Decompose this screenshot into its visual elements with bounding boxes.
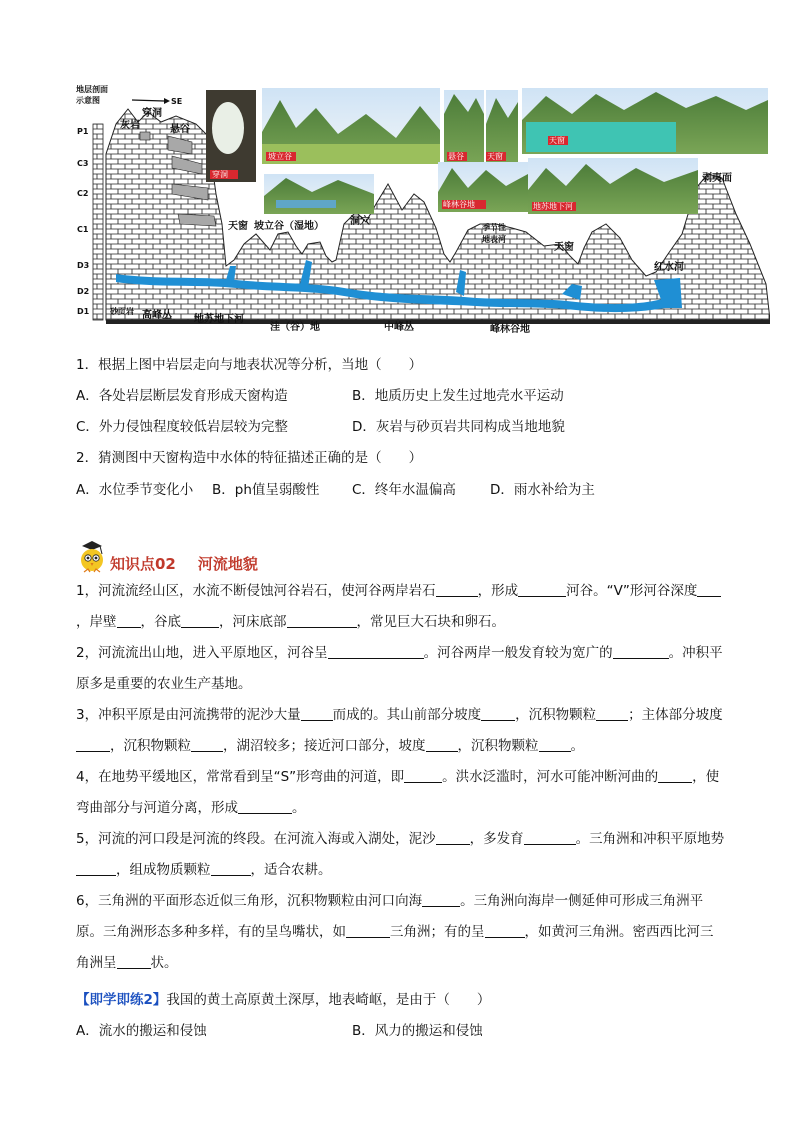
- question-2-stem: 2．猜测图中天窗构造中水体的特征描述正确的是（ ）: [76, 450, 423, 466]
- practice-option-b[interactable]: B．风力的搬运和侵蚀: [352, 1023, 483, 1039]
- photo-caption-skylight-1: 天窗: [487, 152, 503, 161]
- photo-caption-skylight-2: 天窗: [549, 136, 565, 145]
- blank[interactable]: [76, 861, 116, 876]
- blank[interactable]: [539, 737, 571, 752]
- photo-cave-wetland: [264, 174, 374, 214]
- q2-option-b[interactable]: B．ph值呈弱酸性: [212, 482, 320, 498]
- blank[interactable]: [436, 582, 478, 597]
- blank[interactable]: [436, 830, 470, 845]
- label-peak-forest-valley: 峰林谷地: [490, 324, 530, 335]
- direction-arrow: [132, 97, 182, 106]
- label-seasonal-river-2: 地表河: [482, 235, 506, 244]
- photo-hanging-valley: [444, 90, 484, 164]
- blank[interactable]: [481, 706, 515, 721]
- q1-option-a[interactable]: A．各处岩层断层发育形成天窗构造: [76, 388, 288, 404]
- photo-underground-river: [528, 158, 698, 214]
- label-cave: 洞穴: [350, 216, 370, 227]
- section-label: 知识点02: [110, 555, 176, 573]
- q1-option-b[interactable]: B．地质历史上发生过地壳水平运动: [352, 388, 564, 404]
- stratum-c1: C1: [77, 225, 89, 234]
- q1-option-d[interactable]: D．灰岩与砂页岩共同构成当地地貌: [352, 419, 565, 435]
- stratum-c3: C3: [77, 159, 89, 168]
- label-sandshale: 砂页岩: [110, 307, 134, 316]
- figure-title-1: 地层剖面: [76, 85, 108, 94]
- q2-option-a[interactable]: A．水位季节变化小: [76, 482, 194, 498]
- practice-option-a[interactable]: A．流水的搬运和侵蚀: [76, 1023, 207, 1039]
- blank[interactable]: [422, 892, 460, 907]
- figure-title-2: 示意图: [76, 96, 100, 105]
- blank[interactable]: [524, 830, 576, 845]
- label-denudation: 剥夷面: [702, 173, 732, 184]
- photo-peak-forest: [438, 162, 528, 212]
- section-title: [110, 553, 258, 574]
- label-cave-through: 穿洞: [142, 108, 162, 119]
- stratum-d3: D3: [77, 261, 90, 270]
- blank[interactable]: [117, 954, 151, 969]
- practice-stem: 我国的黄土高原黄土深厚，地表崎岖，是由于（ ）: [166, 992, 491, 1008]
- blank[interactable]: [181, 613, 219, 628]
- label-limestone: 灰岩: [120, 120, 140, 131]
- blank[interactable]: [211, 861, 251, 876]
- paragraph-1: 1，河流流经山区，水流不断侵蚀河谷岩石，使河谷两岸岩石 ，形成 河谷。“V”形河谷深度，岸壁 ，谷底 ，河床底部 ，常见巨大石块和卵石。: [76, 576, 726, 638]
- photo-skylight-2: [522, 88, 768, 154]
- question-1-stem: 1．根据上图中岩层走向与地表状况等分析，当地（ ）: [76, 357, 423, 373]
- label-skylight-1: 天窗: [228, 221, 248, 232]
- photo-poli-valley: [262, 88, 440, 164]
- paragraph-4: 4，在地势平缓地区，常常看到呈“S”形弯曲的河道，即 。洪水泛滥时，河水可能冲断河曲的 ，使弯曲部分与河道分离，形成 。: [76, 769, 720, 816]
- blank[interactable]: [346, 923, 390, 938]
- blank[interactable]: [518, 582, 566, 597]
- label-underground-river: 地苏地下河: [194, 314, 244, 325]
- karst-cross-section-figure: [76, 84, 770, 336]
- blank[interactable]: [328, 644, 424, 659]
- blank[interactable]: [76, 737, 110, 752]
- section-name: 河流地貌: [197, 555, 258, 573]
- blank[interactable]: [287, 613, 357, 628]
- photo-caption-cave: 穿洞: [212, 170, 228, 179]
- paragraph-5: 5，河流的河口段是河流的终段。在河流入海或入湖处，泥沙 ，多发育 。三角洲和冲积平原地势，组成物质颗粒 ，适合农耕。: [76, 831, 725, 878]
- label-red-river: 红水河: [654, 262, 684, 273]
- strata-column: [76, 84, 108, 320]
- q2-option-d[interactable]: D．雨水补给为主: [490, 482, 595, 498]
- stratum-p1: P1: [77, 127, 89, 136]
- q2-option-c[interactable]: C．终年水温偏高: [352, 482, 456, 498]
- direction-label: SE: [171, 97, 183, 106]
- section-heading: [76, 534, 258, 574]
- blank[interactable]: [117, 613, 141, 628]
- blank[interactable]: [301, 706, 333, 721]
- paragraph-2: 2，河流流出山地，进入平原地区，河谷呈 。河谷两岸一般发育较为宽广的 。冲积平原多是重要的农业生产基地。: [76, 645, 723, 692]
- photo-caption-hanging: 悬谷: [448, 152, 464, 161]
- photo-caption-peak-forest: 峰林谷地: [443, 200, 475, 209]
- blank[interactable]: [596, 706, 628, 721]
- photo-cave: [206, 90, 256, 182]
- label-poli-valley: 坡立谷（湿地）: [254, 221, 324, 232]
- photo-caption-poli: 坡立谷: [268, 152, 292, 161]
- label-depression: 洼（谷）地: [270, 322, 320, 333]
- label-hanging-valley: 悬谷: [170, 124, 190, 135]
- paragraph-6: 6，三角洲的平面形态近似三角形，沉积物颗粒由河口向海 。三角洲向海岸一侧延伸可形成三角洲平原。三角洲形态多种多样，有的呈鸟嘴状，如 三角洲；有的呈 ，如黄河三角洲。密西西比河三角洲呈 状。: [76, 893, 714, 971]
- label-tall-peak: 高峰丛: [142, 310, 172, 321]
- label-skylight-2: 天窗: [554, 242, 574, 253]
- stratum-d2: D2: [77, 287, 90, 296]
- blank[interactable]: [485, 923, 525, 938]
- stratum-d1: D1: [77, 307, 90, 316]
- blank[interactable]: [613, 644, 669, 659]
- blank[interactable]: [426, 737, 458, 752]
- photo-caption-underground: 地苏地下河: [533, 202, 573, 211]
- blank[interactable]: [238, 799, 292, 814]
- practice-question: [76, 988, 490, 1008]
- owl-scholar-icon: [76, 540, 106, 574]
- paragraph-3: 3，冲积平原是由河流携带的泥沙大量 而成的。其山前部分坡度 ，沉积物颗粒 ；主体部分坡度，沉积物颗粒 ，湖沼较多；接近河口部分，坡度 ，沉积物颗粒 。: [76, 707, 723, 754]
- label-seasonal-river-1: 季节性: [482, 223, 506, 232]
- label-mid-peak: 中峰丛: [384, 322, 414, 333]
- stratum-c2: C2: [77, 189, 89, 198]
- blank[interactable]: [697, 582, 721, 597]
- blank[interactable]: [191, 737, 223, 752]
- photo-skylight-1: [486, 90, 518, 164]
- blank[interactable]: [658, 768, 692, 783]
- practice-tag: 【即学即练2】: [76, 992, 167, 1008]
- q1-option-c[interactable]: C．外力侵蚀程度较低岩层较为完整: [76, 419, 288, 435]
- blank[interactable]: [404, 768, 442, 783]
